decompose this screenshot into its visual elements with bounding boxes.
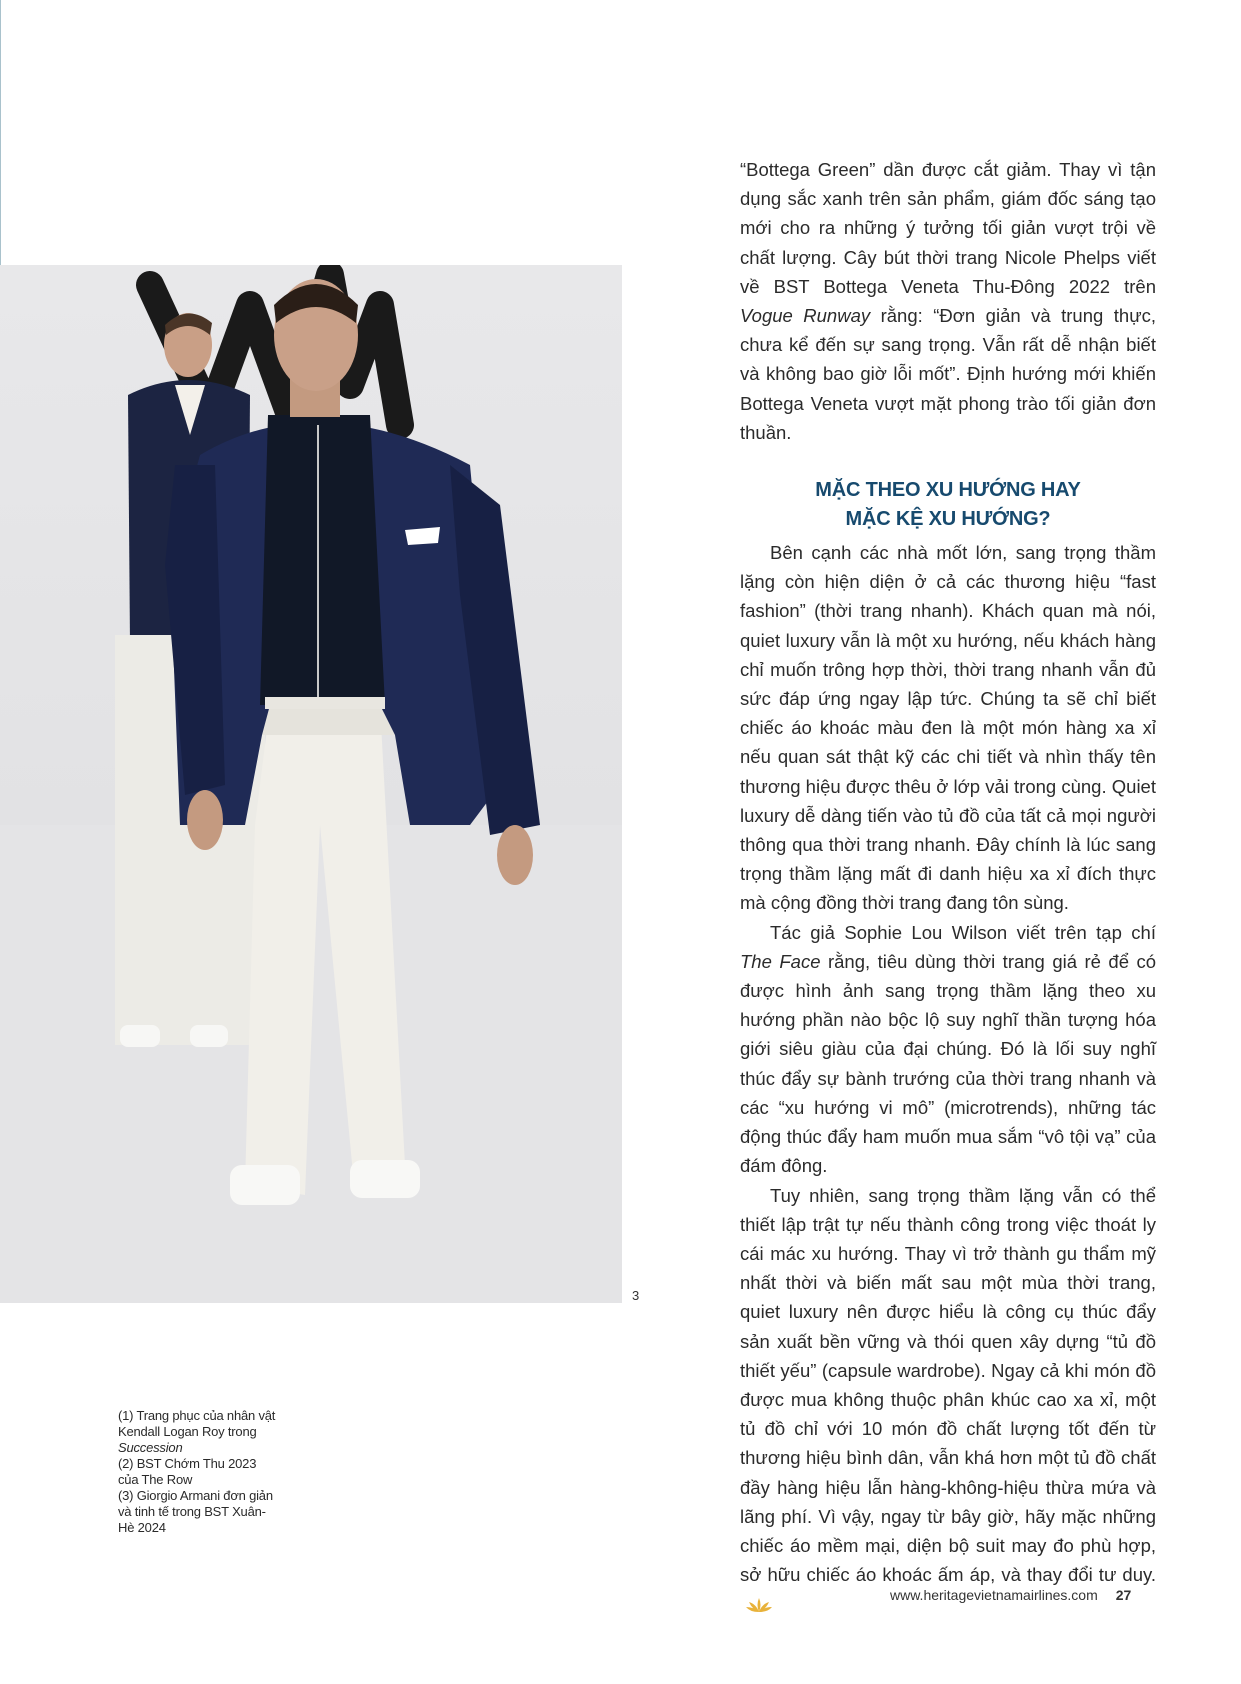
article-column — [740, 155, 1156, 1619]
photo-caption — [118, 1408, 278, 1536]
intro-italic-publication: Vogue Runway — [740, 305, 871, 327]
section-heading-line-2: MẶC KỆ XU HƯỚNG? — [845, 508, 1051, 531]
paragraph-2-text-1: Tác giả Sophie Lou Wilson viết trên tạp chí — [770, 921, 1156, 943]
article-intro-paragraph — [740, 155, 1156, 447]
article-paragraph-1: Bên cạnh các nhà mốt lớn, sang trọng thầm lặng còn hiện diện ở cả các thương hiệu “fast fashion” (thời trang nhanh). Khách quan mà nói, quiet luxury vẫn là một xu hướng, nếu khách hàng chỉ muốn trông hợp thời, thời trang nhanh vẫn đủ sức đáp ứng ngay lập tức. Chúng ta sẽ chỉ biết chiếc áo khoác màu đen là một món hàng xa xỉ nếu quan sát thật kỹ các chi tiết và nhìn thấy tên thương hiệu được thêu ở lớp vải trong cùng. Quiet luxury dễ dàng tiến vào tủ đồ của tất cả mọi người thông qua thời trang nhanh. Đây chính là lúc sang trọng thầm lặng mất đi danh hiệu xa xỉ đích thực mà cộng đồng thời trang đang tôn sùng. — [740, 542, 1156, 914]
caption-item-3: (3) Giorgio Armani đơn giản và tinh tế trong BST Xuân-Hè 2024 — [118, 1488, 273, 1535]
page-footer — [890, 1587, 1131, 1603]
intro-text-2: rằng: “Đơn giản và trung thực, chưa kể đến sự sang trọng. Vẫn rất dễ nhận biết và không bao giờ lỗi mốt”. Định hướng mới khiến Bottega Veneta vượt mặt phong trào tối giản đơn thuần. — [740, 305, 1156, 443]
caption-item-1-text: (1) Trang phục của nhân vật Kendall Logan Roy trong — [118, 1408, 276, 1439]
left-margin-rule — [0, 0, 1, 265]
article-paragraph-3 — [740, 1181, 1156, 1619]
caption-item-1-italic: Succession — [118, 1440, 183, 1455]
caption-item-2: (2) BST Chớm Thu 2023 của The Row — [118, 1456, 257, 1487]
page-number: 27 — [1115, 1587, 1132, 1603]
lotus-end-mark-icon — [746, 1597, 772, 1613]
caption-item-1 — [118, 1408, 278, 1456]
section-heading-line-1: MẶC THEO XU HƯỚNG HAY — [815, 479, 1081, 502]
photo-number: 3 — [632, 1288, 640, 1303]
footer-website-link[interactable]: www.heritagevietnamairlines.com — [890, 1587, 1098, 1603]
paragraph-3-text: Tuy nhiên, sang trọng thầm lặng vẫn có thể thiết lập trật tự nếu thành công trong việc thoát ly cái mác xu hướng. Thay vì trở thành gu thẩm mỹ nhất thời và biến mất sau một mùa thời trang, quiet luxury nên được hiểu là công cụ thúc đẩy sản xuất bền vững và thói quen xây dựng “tủ đồ thiết yếu” (capsule wardrobe). Ngay cả khi món đồ được mua không thuộc phân khúc cao xa xỉ, một tủ đồ chỉ với 10 món đồ chất lượng tốt đến từ thương hiệu bình dân, vẫn khá hơn một tủ đồ chất đầy hàng hiệu lẫn hàng-không-hiệu thừa mứa và lãng phí. Vì vậy, ngay từ bây giờ, hãy mặc những chiếc áo mềm mại, diện bộ suit may đo phù hợp, sở hữu chiếc áo khoác ấm áp, và thay đổi tư duy. — [740, 1184, 1156, 1586]
paragraph-2-text-2: rằng, tiêu dùng thời trang giá rẻ để có được hình ảnh sang trọng thầm lặng theo xu hướng phần nào bộc lộ suy nghĩ thần tượng hóa giới siêu giàu của đại chúng. Đó là lối suy nghĩ thúc đẩy sự bành trướng của thời trang nhanh và các “xu hướng vi mô” (microtrends), những tác động thúc đẩy ham muốn mua sắm “vô tội vạ” của đám đông. — [740, 950, 1156, 1177]
article-paragraph-2 — [740, 918, 1156, 1181]
section-heading — [740, 476, 1156, 534]
runway-photo — [0, 265, 622, 1303]
intro-text-1: “Bottega Green” dần được cắt giảm. Thay vì tận dụng sắc xanh trên sản phẩm, giám đốc sáng tạo mới cho ra những ý tưởng tối giản vượt trội về chất lượng. Cây bút thời trang Nicole Phelps viết về BST Bottega Veneta Thu-Đông 2022 trên — [740, 159, 1156, 297]
paragraph-2-italic-magazine: The Face — [740, 950, 821, 972]
runway-illustration — [0, 265, 622, 1303]
